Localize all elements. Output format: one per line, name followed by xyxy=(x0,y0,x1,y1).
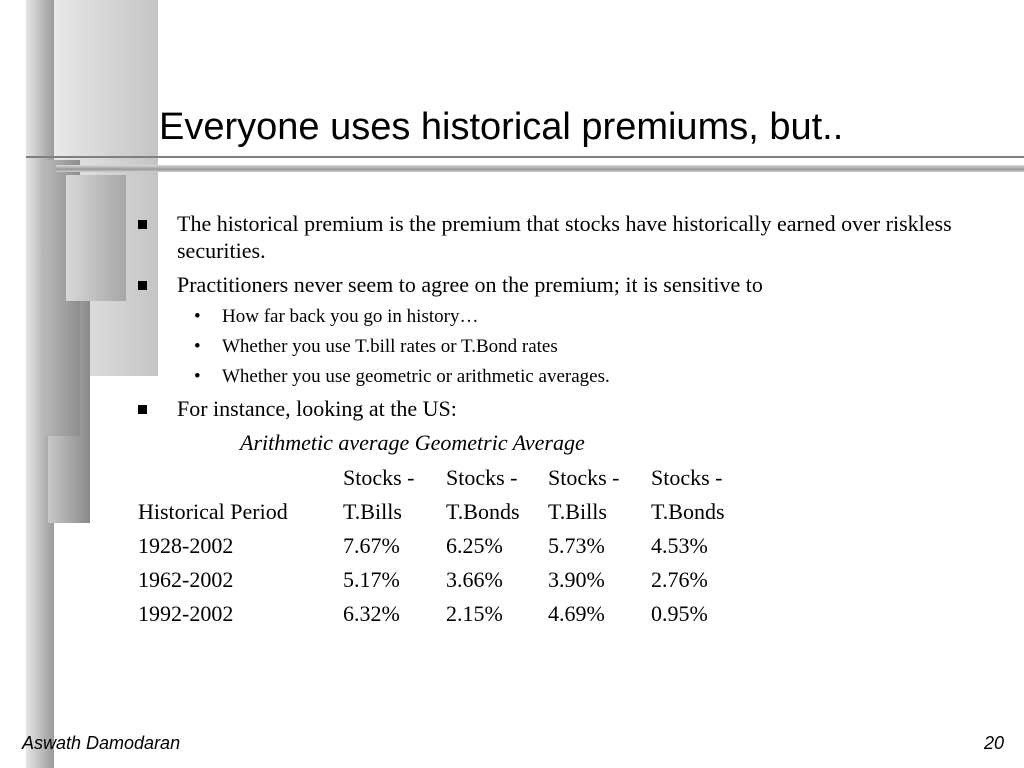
dot-bullet-icon: • xyxy=(194,306,201,327)
table-cell: 4.53% xyxy=(651,533,708,558)
table-cell: T.Bills xyxy=(343,499,402,524)
table-cell: T.Bonds xyxy=(651,499,725,524)
bullet-text: Practitioners never seem to agree on the premium; it is sensitive to xyxy=(177,272,763,297)
bullet-text: For instance, looking at the US: xyxy=(177,396,457,421)
table-cell: Historical Period xyxy=(138,499,288,524)
sub-bullet-item xyxy=(138,335,968,359)
table-cell: 2.15% xyxy=(446,601,503,626)
dot-bullet-icon: • xyxy=(194,366,201,387)
decorative-bar xyxy=(66,175,126,301)
table-cell: 1992-2002 xyxy=(138,601,234,626)
table-cell: 2.76% xyxy=(651,567,708,592)
table-cell: Stocks - xyxy=(651,465,723,490)
table-cell: Stocks - xyxy=(446,465,518,490)
bullet-item xyxy=(138,210,968,264)
square-bullet-icon xyxy=(138,220,147,229)
slide-title: Everyone uses historical premiums, but.. xyxy=(159,106,844,148)
table-cell: 5.73% xyxy=(548,533,605,558)
sub-bullet-item xyxy=(138,365,968,389)
bullet-list xyxy=(138,210,968,429)
table-row xyxy=(138,597,751,631)
table-cell: 3.66% xyxy=(446,567,503,592)
table-cell: 7.67% xyxy=(343,533,400,558)
table-header-row xyxy=(138,461,751,495)
table-cell: 1928-2002 xyxy=(138,533,234,558)
table-cell: T.Bills xyxy=(548,499,607,524)
title-rule-thin xyxy=(26,156,1024,158)
table-cell: 6.32% xyxy=(343,601,400,626)
table-cell: 3.90% xyxy=(548,567,605,592)
table-cell: 5.17% xyxy=(343,567,400,592)
table-cell: T.Bonds xyxy=(446,499,520,524)
sub-bullet-text: Whether you use T.bill rates or T.Bond rates xyxy=(222,336,558,357)
dot-bullet-icon: • xyxy=(194,336,201,357)
table-row xyxy=(138,529,751,563)
table-cell xyxy=(138,461,343,495)
square-bullet-icon xyxy=(138,281,147,290)
sub-bullet-text: Whether you use geometric or arithmetic averages. xyxy=(222,366,610,387)
sub-bullet-text: How far back you go in history… xyxy=(222,306,479,327)
table-cell: 0.95% xyxy=(651,601,708,626)
table-cell: 1962-2002 xyxy=(138,567,234,592)
table-cell: 4.69% xyxy=(548,601,605,626)
table-cell: Stocks - xyxy=(548,465,620,490)
table-cell: 6.25% xyxy=(446,533,503,558)
square-bullet-icon xyxy=(138,405,147,414)
premium-table xyxy=(138,461,751,631)
table-header-row xyxy=(138,495,751,529)
footer-author: Aswath Damodaran xyxy=(22,733,181,753)
table-row xyxy=(138,563,751,597)
bullet-item xyxy=(138,271,968,298)
bullet-item xyxy=(138,395,968,422)
sub-bullet-item xyxy=(138,305,968,329)
footer-page-number: 20 xyxy=(983,733,1004,753)
bullet-text: The historical premium is the premium that stocks have historically earned over riskless securities. xyxy=(177,211,952,263)
table-group-header: Arithmetic average Geometric Average xyxy=(240,430,585,455)
title-rule-thick xyxy=(56,165,1024,172)
table-cell: Stocks - xyxy=(343,465,415,490)
